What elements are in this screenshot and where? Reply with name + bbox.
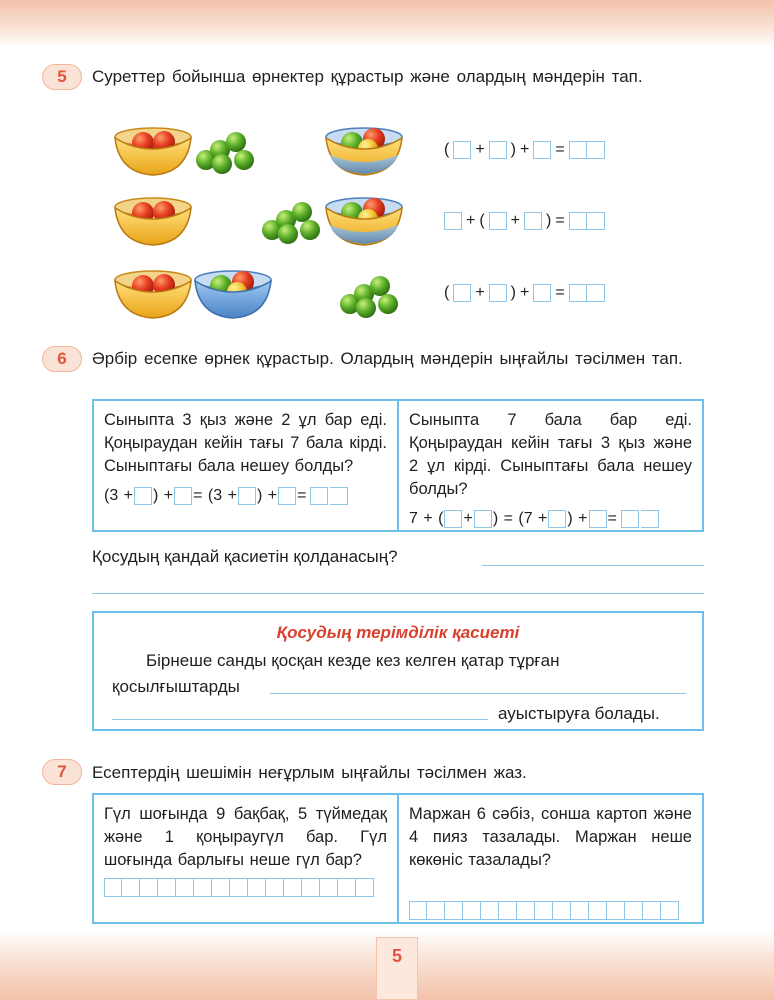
problem-cell-left [94,795,397,922]
answer-box[interactable] [589,510,607,528]
formula-part: ) + [153,487,174,504]
answer-box[interactable] [489,141,507,159]
task-instruction: Суреттер бойынша өрнектер құрастыр және олардың мәндерін тап. [92,67,643,86]
close-paren: ) [510,284,516,301]
green-apples-image [336,272,402,320]
result-box[interactable] [620,510,660,528]
answer-box[interactable] [474,510,492,528]
rule-fill-line[interactable] [270,693,686,694]
formula-part: ) = (7 + [492,510,548,527]
formula-part: = (3 + [193,487,237,504]
result-box[interactable] [569,212,605,230]
equals-sign: = [555,212,565,229]
rule-title: Қосудың терімділік қасиеті [276,623,520,642]
rule-line-1: Бірнеше санды қосқан кезде кез келген қатар тұрған [146,651,560,670]
task-instruction: Есептердің шешімін неғұрлым ыңғайлы тәсілмен жаз. [92,763,527,782]
equation-row-2 [444,210,605,232]
problem-text: Сыныпта 3 қыз және 2 ұл бар еді. Қоңыраудан кейін тағы 7 бала кірді. Сыныптағы бала нешеу болды? [104,411,387,475]
equals-sign: = [555,141,565,158]
answer-box[interactable] [134,487,152,505]
formula-part: = [297,487,307,504]
bowl-with-mixed-apples-image [324,191,404,249]
task-instruction: Әрбір есепке өрнек құрастыр. Олардың мәндерін ыңғайлы тәсілмен тап. [92,349,683,368]
green-apples-image [192,128,258,176]
answer-box[interactable] [533,141,551,159]
answer-box[interactable] [453,141,471,159]
answer-box[interactable] [524,212,542,230]
plus-sign: + [475,141,485,158]
question-text: Қосудың қандай қасиетін қолданасың? [92,547,398,566]
answer-box[interactable] [548,510,566,528]
answer-grid[interactable] [104,878,387,897]
problem-box [92,399,704,532]
problem-cell-right [397,401,702,530]
problem-cell-right [397,795,702,922]
formula-part: ) + [256,487,278,504]
close-paren: ) [546,212,552,229]
rule-box [92,611,704,731]
bowl-with-red-apples-image [113,264,193,322]
result-box[interactable] [309,487,349,505]
answer-box[interactable] [489,284,507,302]
problem-text: Маржан 6 сәбіз, сонша картоп және 4 пияз тазалады. Маржан неше көкөніс тазалады? [409,805,692,869]
task-number-badge: 7 [42,759,82,785]
plus-sign: + [466,212,476,229]
page-number: 5 [376,937,418,1000]
formula-part: (3 + [104,487,134,504]
formula-row [409,507,692,530]
problem-cell-left [94,401,397,530]
answer-box[interactable] [278,487,296,505]
answer-line[interactable] [482,565,704,566]
rule-line-3: ауыстыруға болады. [498,704,660,723]
task-number-badge: 5 [42,64,82,90]
formula-part: + [463,510,473,527]
formula-part: ) + [567,510,588,527]
rule-line-2: қосылғыштарды [112,677,240,696]
top-decor-band [0,0,774,48]
equation-row-1 [444,139,605,161]
answer-box[interactable] [174,487,192,505]
rule-fill-line[interactable] [112,719,488,720]
plus-sign: + [510,212,521,229]
result-box[interactable] [569,141,605,159]
bowl-with-mixed-apples-image [193,264,273,322]
plus-sign: + [475,284,485,301]
equation-row-3 [444,282,605,304]
answer-box[interactable] [238,487,256,505]
formula-part: = [607,510,617,527]
problem-box [92,793,704,924]
open-paren: ( [444,284,450,301]
answer-box[interactable] [453,284,471,302]
answer-box[interactable] [533,284,551,302]
answer-box[interactable] [489,212,507,230]
bowl-with-red-apples-image [113,191,193,249]
open-paren: ( [479,212,485,229]
answer-box[interactable] [444,212,462,230]
task-number-badge: 6 [42,346,82,372]
answer-line[interactable] [92,593,704,594]
answer-grid[interactable] [409,901,692,920]
bowl-with-mixed-apples-image [324,121,404,179]
bowl-with-red-apples-image [113,121,193,179]
formula-row [104,484,387,507]
plus-sign: + [520,141,530,158]
equals-sign: = [555,284,565,301]
problem-text: Гүл шоғында 9 бақбақ, 5 түймедақ және 1 қоңыраугүл бар. Гүл шоғында барлығы неше гүл бар? [104,805,387,869]
problem-text: Сыныпта 7 бала бар еді. Қоңыраудан кейін тағы 3 қыз және 2 ұл кірді. Сыныптағы бала нешеу болды? [409,411,692,498]
answer-box[interactable] [444,510,462,528]
result-box[interactable] [569,284,605,302]
plus-sign: + [520,284,530,301]
close-paren-plus: ) [510,141,516,158]
open-paren: ( [444,141,450,158]
formula-part: 7 + ( [409,510,444,527]
green-apples-image [258,198,324,246]
